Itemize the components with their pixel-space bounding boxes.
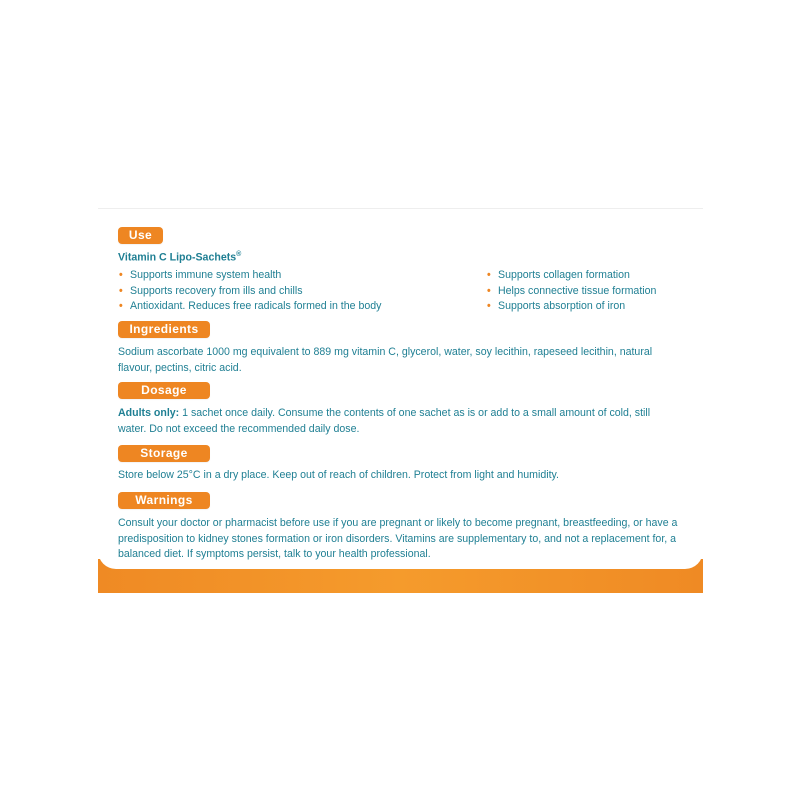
ingredients-text: Sodium ascorbate 1000 mg equivalent to 889 mg vitamin C, glycerol, water, soy lecithin, rapeseed lecithin, natural flavour, pectins, citric acid. (118, 346, 653, 374)
bullet-icon: • (487, 284, 491, 297)
dosage-text: 1 sachet once daily. Consume the contents of one sachet as is or add to a small amount of cold, still water. Do not exceed the recommended daily dose. (118, 407, 651, 435)
dosage-paragraph (118, 406, 678, 437)
bullet-text: Supports immune system health (130, 269, 282, 281)
bullet-text: Antioxidant. Reduces free radicals formed in the body (130, 300, 382, 312)
bullet-text: Helps connective tissue formation (498, 284, 657, 297)
bullet-icon: • (487, 269, 491, 281)
bullet-icon: • (119, 269, 123, 281)
storage-section-tag: Storage (118, 445, 210, 462)
product-name (118, 251, 241, 264)
dosage-lead: Adults only: (118, 407, 180, 419)
bullet-icon: • (119, 300, 123, 312)
ingredients-section-tag: Ingredients (118, 321, 210, 338)
bullet-text: Supports recovery from ills and chills (130, 284, 303, 297)
list-item (118, 268, 381, 284)
warnings-text: Consult your doctor or pharmacist before use if you are pregnant or likely to become pregnant, breastfeeding, or have a predisposition to kidney stones formation or iron disorders. Vitamins are supplementary to, and not a replacement for, a balanced diet. If symptoms persist, talk to your health professional. (118, 517, 678, 560)
registered-mark: ® (236, 251, 242, 258)
bullet-text: Supports absorption of iron (498, 300, 626, 312)
storage-text: Store below 25°C in a dry place. Keep out of reach of children. Protect from light and humidity. (118, 469, 559, 481)
dosage-section-tag: Dosage (118, 382, 210, 399)
list-item (486, 299, 656, 315)
label-content-area (98, 209, 703, 569)
bullet-icon: • (119, 284, 123, 297)
warnings-section-tag: Warnings (118, 492, 210, 509)
product-name-text: Vitamin C Lipo-Sachets (118, 251, 237, 264)
use-bullets-right (486, 268, 656, 315)
list-item (486, 284, 656, 300)
product-label-card (98, 208, 703, 593)
bullet-text: Supports collagen formation (498, 269, 630, 281)
list-item (118, 284, 381, 300)
use-bullets-left (118, 268, 381, 315)
use-section-tag: Use (118, 227, 163, 244)
bullet-icon: • (487, 300, 491, 312)
list-item (486, 268, 656, 284)
list-item (118, 299, 381, 315)
